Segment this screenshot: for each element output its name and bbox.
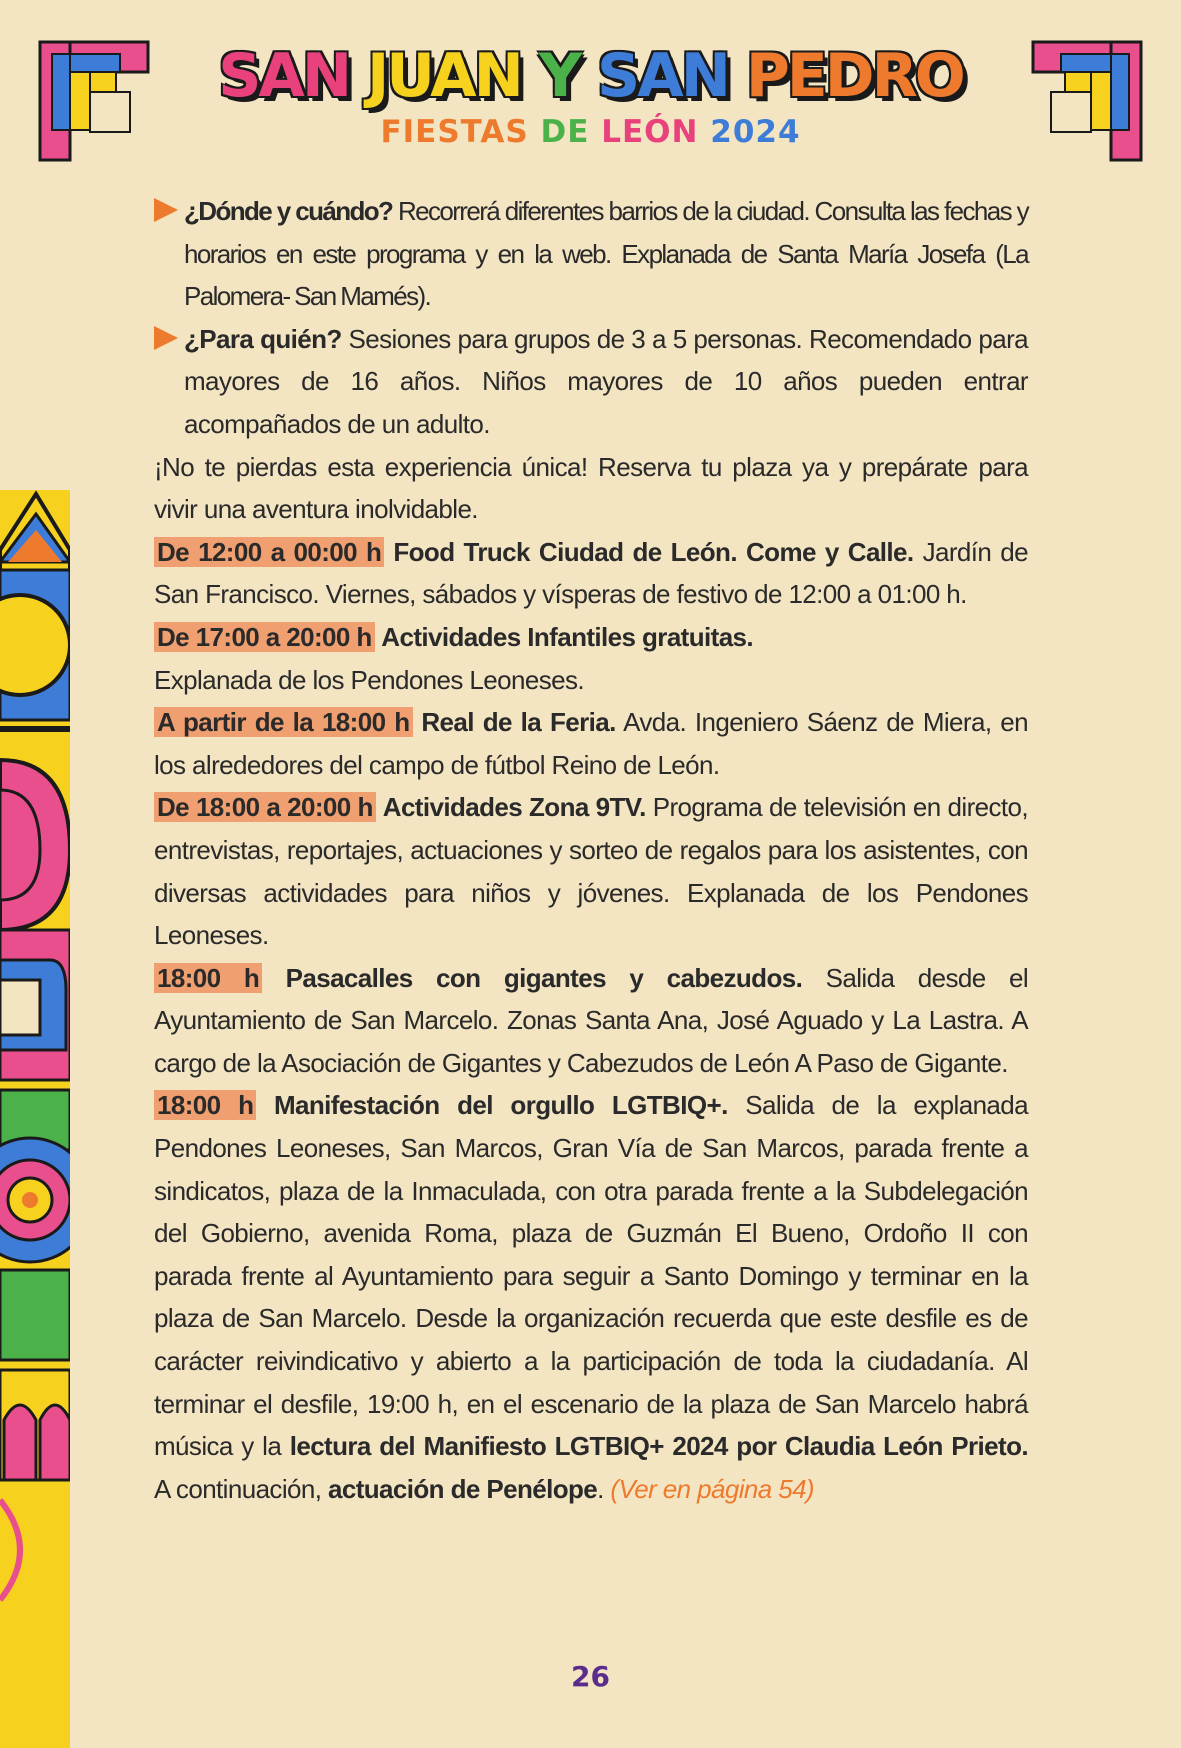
event-title: Pasacalles con gigantes y cabezudos. [285, 962, 803, 993]
event-text: Salida desde el Ayuntamiento de San Marcelo. Zonas Santa Ana, José Aguado y La Lastra. A cargo de la Asociación de Gigantes y Cabezudos de León A Paso de Gigante. [154, 962, 1029, 1078]
info-for-whom [154, 318, 1028, 446]
info-text: Sesiones para grupos de 3 a 5 personas. Recomendado para mayores de 16 años. Niños mayores de 10 años pueden entrar acompañados de un adulto. [184, 323, 1028, 439]
info-label: ¿Dónde y cuándo? [184, 196, 393, 226]
arrow-right-icon [154, 198, 178, 222]
event-title: Actividades Zona 9TV. [382, 792, 646, 823]
manifesto-reading: lectura del Manifiesto LGTBIQ+ 2024 por Claudia León Prieto. [289, 1431, 1029, 1462]
event-time: 18:00 h [154, 1090, 256, 1120]
event-item [154, 1084, 1028, 1510]
title-word: SAN [597, 41, 728, 111]
title-word: JUAN [366, 41, 521, 111]
event-time: 18:00 h [154, 963, 262, 993]
event-text: Jardín de San Francisco. Viernes, sábados y vísperas de festivo de 12:00 a 01:00 h. [154, 536, 1028, 610]
event-text-continued: A continuación, [154, 1473, 328, 1504]
page-number: 26 [571, 1660, 610, 1693]
event-title: Actividades Infantiles gratuitas. [381, 621, 754, 652]
header [0, 36, 1181, 150]
subtitle-word: DE [540, 114, 590, 150]
title-word: Y [538, 41, 580, 111]
event-item [154, 616, 1028, 701]
event-text: Programa de televisión en directo, entrevistas, reportajes, actuaciones y sorteo de regalos para los asistentes, con diversas actividades para niños y jóvenes. Explanada de los Pendones Leoneses. [154, 792, 1029, 951]
event-item [154, 957, 1028, 1085]
page-reference-link[interactable]: (Ver en página 54) [610, 1473, 814, 1504]
event-text: Explanada de los Pendones Leoneses. [154, 664, 585, 695]
side-decoration [0, 490, 70, 1748]
info-label: ¿Para quién? [184, 323, 342, 354]
event-time: De 12:00 a 00:00 h [154, 537, 384, 567]
period: . [597, 1473, 611, 1504]
event-title: Real de la Feria. [421, 707, 616, 738]
event-time: De 18:00 a 20:00 h [154, 792, 376, 822]
event-title: Manifestación del orgullo LGTBIQ+. [273, 1090, 728, 1121]
festival-title [0, 36, 1181, 116]
festival-subtitle [0, 114, 1181, 150]
subtitle-word: FIESTAS [380, 114, 529, 150]
event-item [154, 531, 1028, 616]
event-text: Avda. Ingeniero Sáenz de Miera, en los alrededores del campo de fútbol Reino de León. [154, 707, 1028, 780]
arrow-right-icon [154, 326, 178, 350]
event-text: Salida de la explanada Pendones Leoneses, San Marcos, Gran Vía de San Marcos, parada frente a sindicatos, plaza de la Inmaculada, con otra parada frente a la Subdelegación del Gobierno, avenida Roma, plaza de Guzmán El Bueno, Ordoño II con parada frente al Ayuntamiento para seguir a Santo Domingo y terminar en la plaza de San Marcelo. Desde la organización recuerda que este desfile es de carácter reivindicativo y abierto a la participación de toda la ciudadanía. Al terminar el desfile, 19:00 h, en el escenario de la plaza de San Marcelo habrá música y la [154, 1090, 1029, 1462]
intro-closing: ¡No te pierdas esta experiencia única! Reserva tu plaza ya y prepárate para vivir una aventura inolvidable. [154, 451, 1028, 525]
subtitle-word: LEÓN [601, 114, 699, 150]
title-word: PEDRO [745, 41, 963, 111]
info-where-when [154, 190, 1028, 318]
performance-title: actuación de Penélope [327, 1473, 598, 1504]
subtitle-word: 2024 [710, 114, 801, 150]
event-time: A partir de la 18:00 h [154, 707, 413, 737]
info-text: Recorrerá diferentes barrios de la ciudad. Consulta las fechas y horarios en este programa y en la web. Explanada de Santa María Josefa (La Palomera- San Mamés). [184, 196, 1028, 312]
event-time: De 17:00 a 20:00 h [154, 622, 375, 652]
title-word: SAN [218, 41, 350, 111]
event-title: Food Truck Ciudad de León. Come y Calle. [393, 536, 914, 567]
event-item [154, 786, 1028, 956]
event-list [154, 190, 1028, 1510]
event-item [154, 701, 1028, 786]
